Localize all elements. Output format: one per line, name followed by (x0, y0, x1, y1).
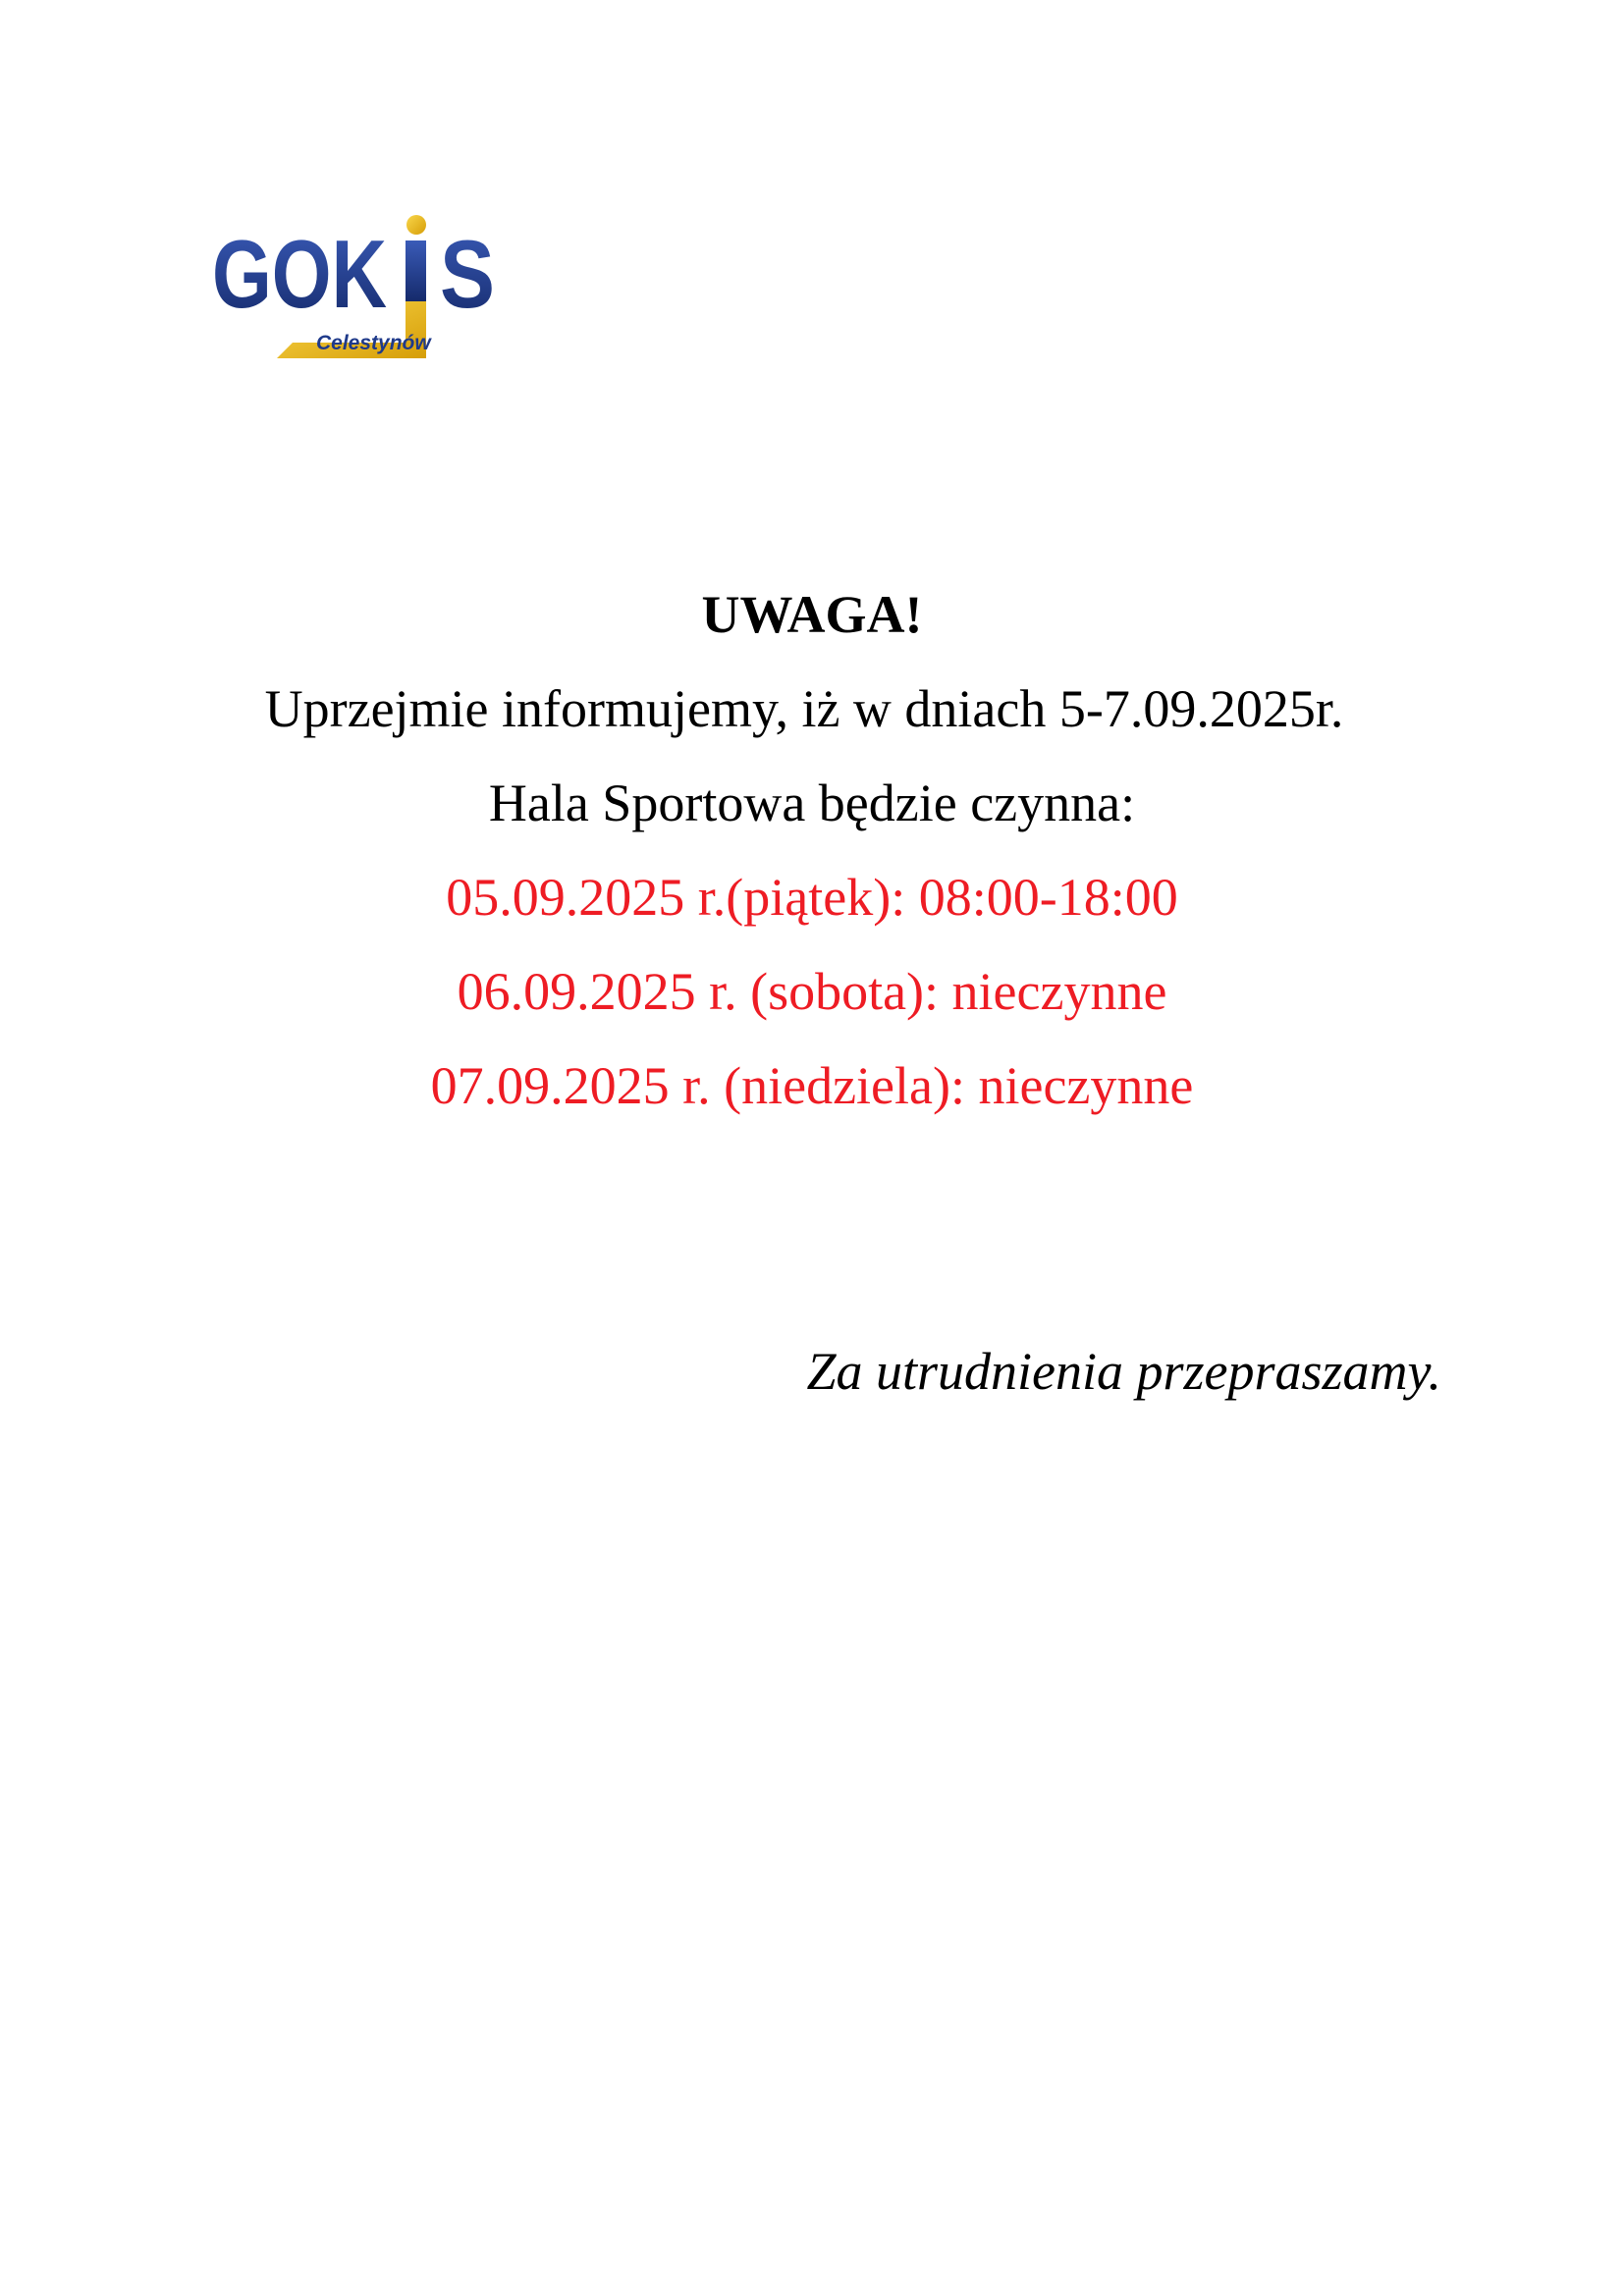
svg-text:S: S (440, 220, 495, 328)
schedule-item-saturday: 06.09.2025 r. (sobota): nieczynne (457, 962, 1167, 1021)
notice-block (0, 567, 1624, 1133)
svg-text:GOK: GOK (212, 220, 387, 328)
svg-text:Celestynów: Celestynów (316, 332, 431, 354)
closing-apology: Za utrudnienia przepraszamy. (806, 1342, 1441, 1401)
notice-heading: UWAGA! (701, 585, 923, 644)
notice-subheading: Hala Sportowa będzie czynna: (488, 774, 1136, 832)
notice-intro: Uprzejmie informujemy, iż w dniach 5-7.09.2025r. (264, 679, 1344, 738)
schedule-item-friday: 05.09.2025 r.(piątek): 08:00-18:00 (446, 868, 1178, 927)
gokis-logo (206, 211, 501, 373)
schedule-item-sunday: 07.09.2025 r. (niedziela): nieczynne (430, 1056, 1194, 1115)
gokis-logo-image (206, 211, 501, 373)
